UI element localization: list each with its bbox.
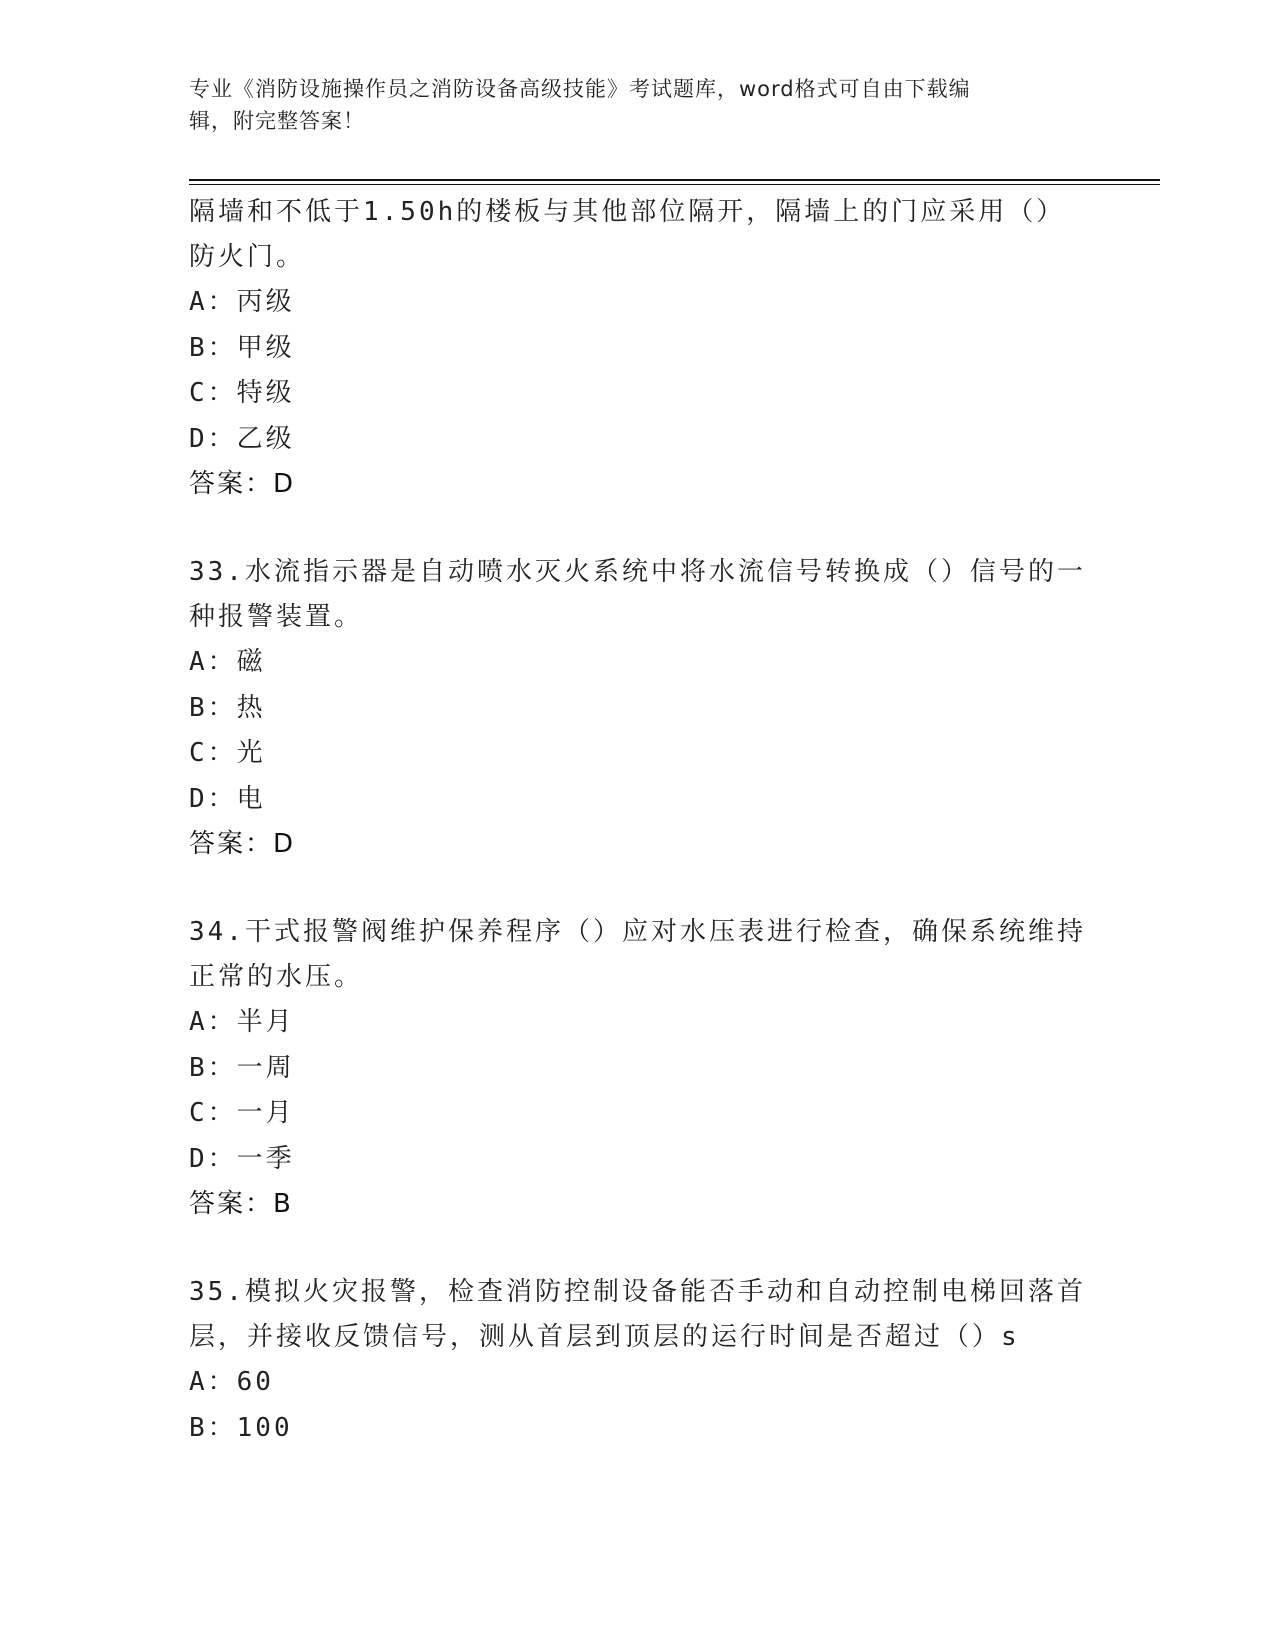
header-divider-thick <box>189 179 1160 181</box>
option-b <box>189 1046 1089 1092</box>
option-text: 一周 <box>236 1052 295 1083</box>
question-text-line: 隔墙和不低于1.50h的楼板与其他部位隔开，隔墙上的门应采用（） <box>189 197 1066 227</box>
answer-line: 答案：B <box>189 1189 293 1219</box>
question-text-line: 33.水流指示器是自动喷水灭火系统中将水流信号转换成（）信号的一 <box>189 557 1086 587</box>
option-text: 乙级 <box>236 423 295 454</box>
option-text: 电 <box>236 783 266 814</box>
option-text: 一月 <box>236 1098 295 1128</box>
option-letter: C： <box>189 738 237 768</box>
option-text: 热 <box>236 692 266 723</box>
option-text: 60 <box>236 1367 274 1397</box>
answer-line: 答案：D <box>189 829 296 859</box>
question-text-line: 层，并接收反馈信号，测从首层到顶层的运行时间是否超过（）s <box>189 1322 1020 1352</box>
header-line-1: 专业《消防设施操作员之消防设备高级技能》考试题库，word格式可自由下载编 <box>189 77 971 101</box>
option-letter: B： <box>189 332 237 363</box>
option-text: 特级 <box>236 378 295 408</box>
option-a <box>189 1000 1089 1046</box>
question-text-line: 34.干式报警阀维护保养程序（）应对水压表进行检查，确保系统维持 <box>189 917 1086 947</box>
option-d <box>189 777 1089 823</box>
option-c <box>189 731 1089 777</box>
question-text-line: 防火门。 <box>189 242 306 272</box>
option-text: 100 <box>236 1412 293 1443</box>
option-letter: D： <box>189 423 237 454</box>
header-line-2: 辑，附完整答案！ <box>189 109 365 133</box>
question-list <box>189 190 1089 1494</box>
question-text-line: 正常的水压。 <box>189 962 364 992</box>
option-text: 丙级 <box>236 287 295 317</box>
question-text-line: 35.模拟火灾报警，检查消防控制设备能否手动和自动控制电梯回落首 <box>189 1277 1086 1307</box>
option-a <box>189 1360 1089 1406</box>
option-d <box>189 1137 1089 1183</box>
question-item <box>189 1270 1089 1451</box>
option-letter: B： <box>189 1412 237 1443</box>
option-letter: B： <box>189 1052 237 1083</box>
option-letter: B： <box>189 692 237 723</box>
option-letter: A： <box>189 1007 237 1037</box>
option-b <box>189 686 1089 732</box>
header-divider-thin <box>189 184 1160 185</box>
option-letter: D： <box>189 783 237 814</box>
option-letter: C： <box>189 378 237 408</box>
option-b <box>189 326 1089 372</box>
question-item <box>189 550 1089 867</box>
option-b <box>189 1406 1089 1452</box>
option-c <box>189 371 1089 417</box>
option-text: 光 <box>236 738 266 768</box>
option-letter: C： <box>189 1098 237 1128</box>
option-d <box>189 417 1089 463</box>
question-item <box>189 190 1089 507</box>
option-letter: D： <box>189 1143 237 1174</box>
option-a <box>189 640 1089 686</box>
page-header <box>189 73 1089 137</box>
option-text: 磁 <box>236 647 266 677</box>
option-letter: A： <box>189 1367 237 1397</box>
option-letter: A： <box>189 287 237 317</box>
option-text: 半月 <box>236 1007 295 1037</box>
question-text-line: 种报警装置。 <box>189 602 364 632</box>
option-a <box>189 280 1089 326</box>
option-text: 一季 <box>236 1143 295 1174</box>
option-text: 甲级 <box>236 332 295 363</box>
question-item <box>189 910 1089 1227</box>
option-c <box>189 1091 1089 1137</box>
option-letter: A： <box>189 647 237 677</box>
answer-line: 答案：D <box>189 469 296 499</box>
